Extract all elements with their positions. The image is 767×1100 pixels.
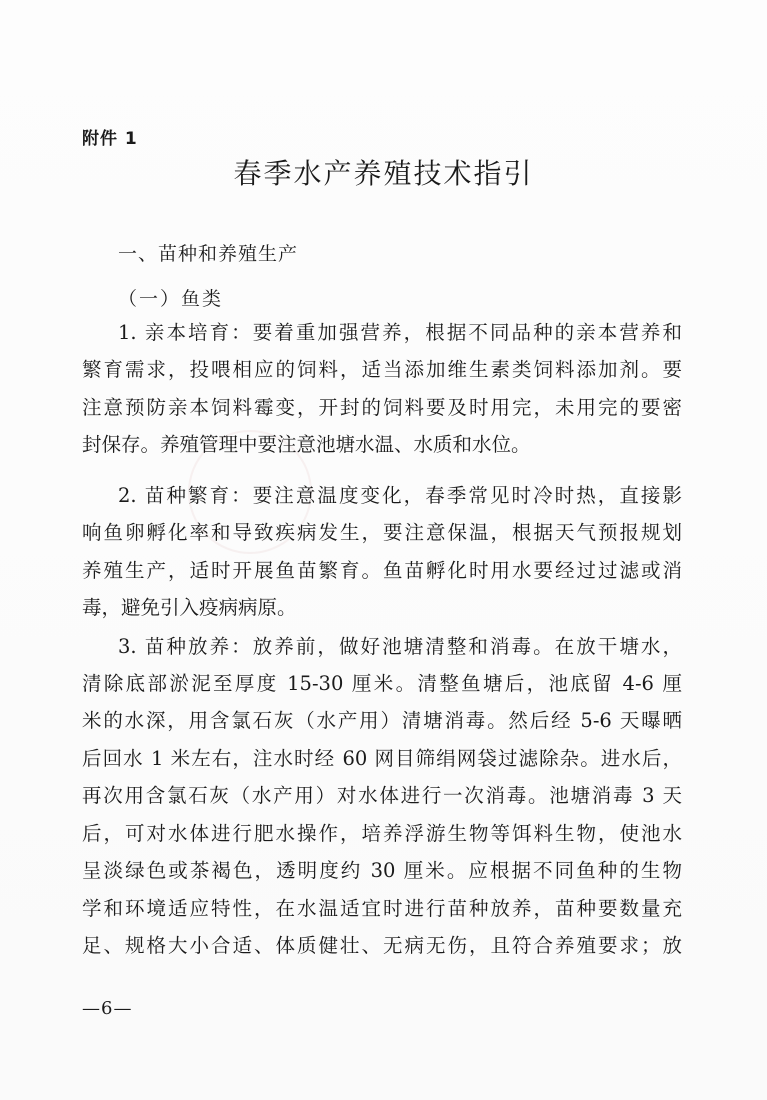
- paragraph-3-line-6: 后，可对水体进行肥水操作，培养浮游生物等饵料生物，使池水: [82, 822, 682, 845]
- paragraph-3-line-8: 学和环境适应特性，在水温适宜时进行苗种放养，苗种要数量充: [82, 897, 682, 920]
- section-heading: 一、苗种和养殖生产: [118, 243, 299, 265]
- paragraph-2-line-2: 响鱼卵孵化率和导致疾病发生，要注意保温，根据天气预报规划: [82, 521, 682, 544]
- page-number: —6—: [82, 998, 133, 1019]
- paragraph-1-line-3: 注意预防亲本饲料霉变，开封的饲料要及时用完，未用完的要密: [82, 396, 682, 419]
- document-title: 春季水产养殖技术指引: [233, 157, 534, 190]
- paragraph-2-line-4: 毒，避免引入疫病病原。: [82, 596, 297, 619]
- paragraph-1-line-2: 繁育需求，投喂相应的饲料，适当添加维生素类饲料添加剂。要: [82, 358, 682, 381]
- paragraph-3-line-1: 3. 苗种放养：放养前，做好池塘清整和消毒。在放干塘水，: [118, 635, 682, 658]
- paragraph-3-line-3: 米的水深，用含氯石灰（水产用）清塘消毒。然后经 5-6 天曝晒: [82, 709, 682, 732]
- subsection-heading: （一）鱼类: [118, 288, 224, 310]
- paragraph-3-line-7: 呈淡绿色或茶褐色，透明度约 30 厘米。应根据不同鱼种的生物: [82, 859, 682, 882]
- paragraph-3-line-4: 后回水 1 米左右，注水时经 60 网目筛绢网袋过滤除杂。进水后，: [82, 747, 682, 770]
- paragraph-3-line-2: 清除底部淤泥至厚度 15-30 厘米。清整鱼塘后，池底留 4-6 厘: [82, 672, 682, 695]
- paragraph-1-line-1: 1. 亲本培育：要着重加强营养，根据不同品种的亲本营养和: [118, 321, 682, 344]
- paragraph-2-line-1: 2. 苗种繁育：要注意温度变化，春季常见时冷时热，直接影: [118, 484, 682, 507]
- annex-label: 附件 1: [82, 129, 138, 149]
- paragraph-1-line-4: 封保存。养殖管理中要注意池塘水温、水质和水位。: [82, 433, 531, 456]
- paragraph-3-line-5: 再次用含氯石灰（水产用）对水体进行一次消毒。池塘消毒 3 天: [82, 784, 682, 807]
- paragraph-2-line-3: 养殖生产，适时开展鱼苗繁育。鱼苗孵化时用水要经过过滤或消: [82, 559, 682, 582]
- paragraph-3-line-9: 足、规格大小合适、体质健壮、无病无伤，且符合养殖要求；放: [82, 934, 682, 957]
